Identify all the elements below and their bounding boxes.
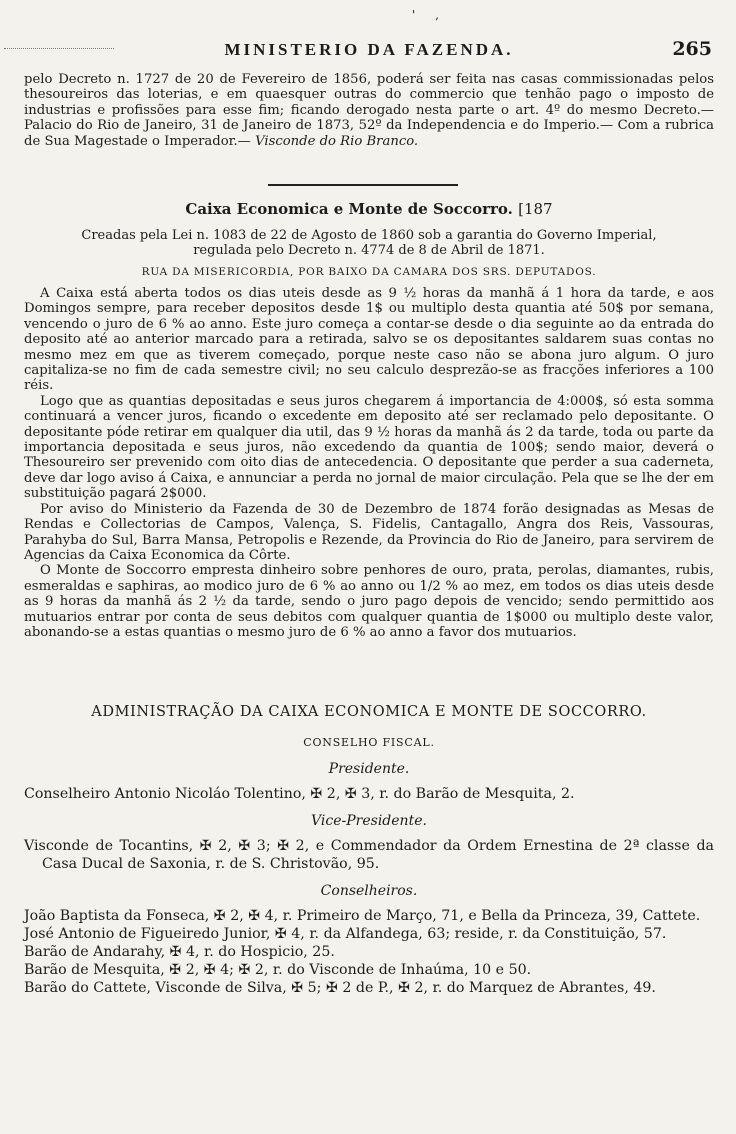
caixa-section <box>24 200 714 640</box>
president-entry: Conselheiro Antonio Nicoláo Tolentino, ✠ 2, ✠ 3, r. do Barão de Mesquita, 2. <box>24 786 575 802</box>
list-item: João Baptista da Fonseca, ✠ 2, ✠ 4, r. Primeiro de Março, 71, e Bella da Princeza, 39, Cattete. <box>24 908 701 924</box>
address-line: RUA DA MISERICORDIA, POR BAIXO DA CAMARA DOS SRS. DEPUTADOS. <box>141 266 597 278</box>
administration-title: ADMINISTRAÇÃO DA CAIXA ECONOMICA E MONTE DE SOCCORRO. <box>91 704 647 720</box>
intro-paragraph <box>24 72 714 149</box>
list-item: Barão de Andarahy, ✠ 4, r. do Hospicio, 25. <box>24 944 335 960</box>
administration-section <box>24 704 714 997</box>
list-item: Barão do Cattete, Visconde de Silva, ✠ 5; ✠ 2 de P., ✠ 2, r. do Marquez de Abrantes, 49. <box>24 980 656 996</box>
councillors-label: Conselheiros. <box>320 883 418 899</box>
page-number: 265 <box>672 38 712 60</box>
council-heading: CONSELHO FISCAL. <box>303 736 435 749</box>
document-page <box>24 0 714 1134</box>
creation-text: Creadas pela Lei n. 1083 de 22 de Agosto de 1860 sob a garantia do Governo Imperial, regulada pelo Decreto n. 4774 de 8 de Abril de 1871. <box>81 228 657 258</box>
page-header <box>24 40 714 62</box>
paragraph-monte: O Monte de Soccorro empresta dinheiro sobre penhores de ouro, prata, perolas, diamantes, rubis, esmeraldas e saphiras, ao modico juro de 6 % ao anno ou 1/2 % ao mez, em todos os dias uteis desde as 9 horas da manhã ás 2 ½ da tarde, sendo o juro pago depois de vencido; sendo permittido aos mutuarios entrar por conta de seus debitos com qualquer quantia de 1$000 ou multiplo deste valor, abonando-se a estas quantias o mesmo juro de 6 % ao anno a favor dos mutuarios. <box>24 563 714 640</box>
paragraph-agencies: Por aviso do Ministerio da Fazenda de 30 de Dezembro de 1874 forão designadas as Mesas de Rendas e Collectorias de Campos, Valença, S. Fidelis, Cantagallo, Angra dos Reis, Vassouras, Parahyba do Sul, Barra Mansa, Petropolis e Rezende, da Provincia do Rio de Janeiro, para servirem de Agencias da Caixa Economica da Côrte. <box>24 501 714 563</box>
vice-entry: Visconde de Tocantins, ✠ 2, ✠ 3; ✠ 2, e Commendador da Ordem Ernestina de 2ª classe da Casa Ducal de Saxonia, r. de S. Christovão, 95. <box>24 838 714 872</box>
top-mark: ' , <box>412 8 447 22</box>
page-title: MINISTERIO DA FAZENDA. <box>224 40 514 59</box>
intro-text: pelo Decreto n. 1727 de 20 de Fevereiro de 1856, poderá ser feita nas casas commissionadas pelos thesoureiros das loterias, e em quaesquer outras do commercio que tenhão pago o imposto de industrias e profissões para esse fim; ficando derogado nesta parte o art. 4º do mesmo Decreto.— Palacio do Rio de Janeiro, 31 de Janeiro de 1873, 52º da Independencia e do Imperio.— Com a rubrica de Sua Magestade o Imperador.— <box>24 72 714 149</box>
paragraph-limits: Logo que as quantias depositadas e seus juros chegarem á importancia de 4:000$, só esta somma continuará a vencer juros, ficando o excedente em deposito até ser reclamado pelo depositante. O depositante póde retirar em qualquer dia util, das 9 ½ horas da manhã ás 2 da tarde, toda ou parte da importancia depositada e seus juros, não excedendo da quantia de 100$; sendo maior, deverá o Thesoureiro ser prevenido com oito dias de antecedencia. O depositante que perder a sua caderneta, deve dar logo aviso á Caixa, e annunciar a perda no jornal de maior circulação. Pela que se lhe der em substituição pagará 2$000. <box>24 393 714 502</box>
paragraph-hours: A Caixa está aberta todos os dias uteis desde as 9 ½ horas da manhã á 1 hora da tarde, e aos Domingos sempre, para receber depositos desde 1$ ou multiplo desta quantia até 50$ por semana, vencendo o juro de 6 % ao anno. Este juro começa a contar-se desde o dia seguinte ao da entrada do deposito até ao anterior marcado para a retirada, salvo se os depositantes saldarem suas contas no mesmo mez em que as tiverem começado, porque neste caso não se abona juro algum. O juro capitaliza-se no fim de cada semestre civil; no seu calculo desprezão-se as fracções inferiores a 100 réis. <box>24 286 714 394</box>
councillors-list <box>24 907 714 997</box>
vice-label: Vice-Presidente. <box>311 813 427 829</box>
list-item: José Antonio de Figueiredo Junior, ✠ 4, r. da Alfandega, 63; reside, r. da Constituição, 57. <box>24 926 667 942</box>
intro-block <box>24 72 714 149</box>
section-title <box>24 200 714 218</box>
intro-signature: Visconde do Rio Branco. <box>255 133 419 149</box>
section-title-suffix: [187 <box>518 200 553 218</box>
caixa-paragraphs <box>24 286 714 640</box>
president-label: Presidente. <box>328 761 410 777</box>
section-title-text: Caixa Economica e Monte de Soccorro. <box>185 200 513 218</box>
section-divider <box>268 184 458 186</box>
list-item: Barão de Mesquita, ✠ 2, ✠ 4; ✠ 2, r. do Visconde de Inhaúma, 10 e 50. <box>24 962 532 978</box>
